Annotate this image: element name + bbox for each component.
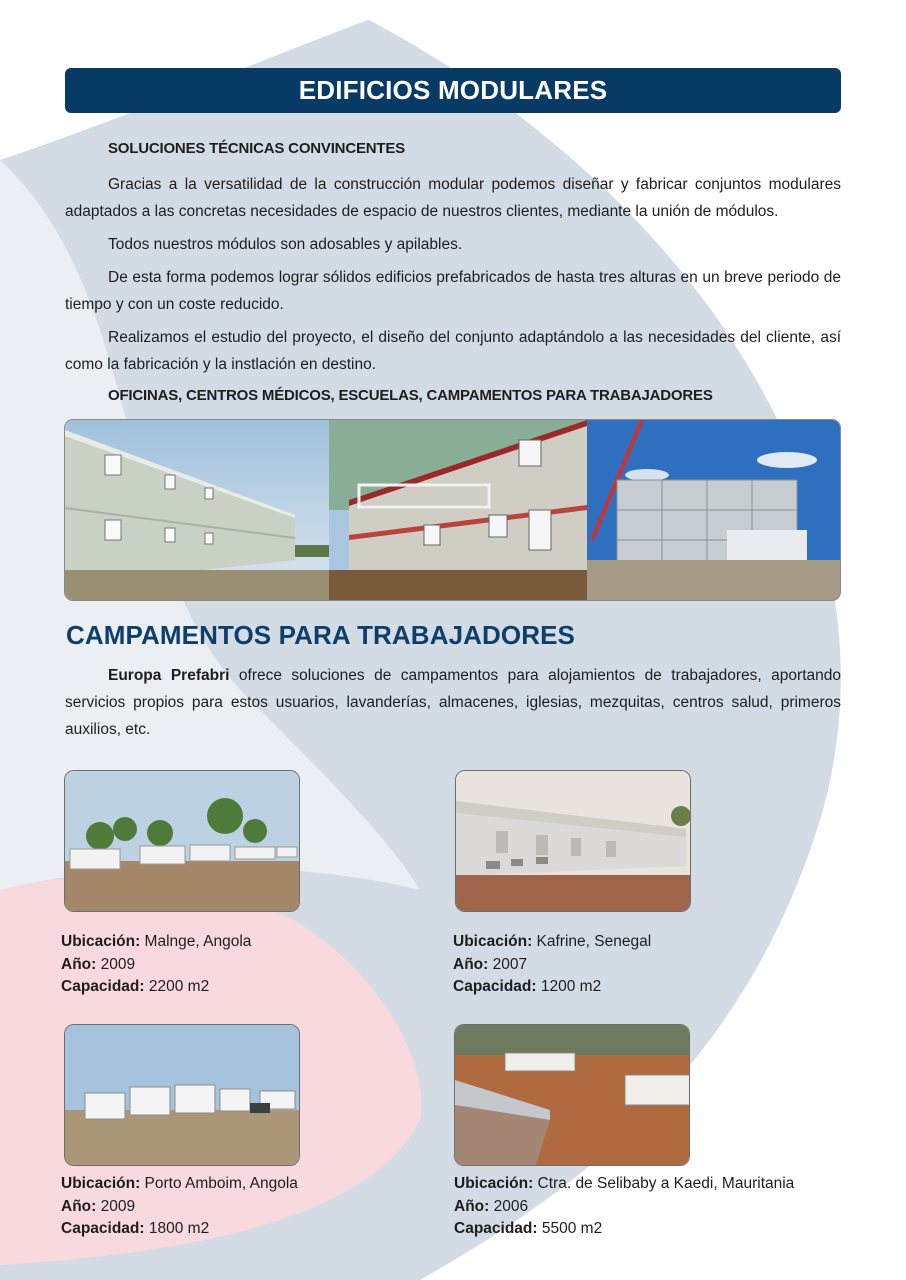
project-location: Porto Amboim, Angola [144,1175,298,1192]
capacity-label: Capacidad: [61,978,145,995]
year-label: Año: [453,955,489,973]
project-year: 2006 [493,1197,529,1215]
photo-camp-porto-amboim [64,1024,300,1166]
camps-title: CAMPAMENTOS PARA TRABAJADORES [66,620,575,650]
project-capacity: 1200 m2 [540,978,602,995]
location-label: Ubicación: [61,933,141,950]
photo-camp-malnge [64,770,300,912]
project-year: 2009 [100,1197,136,1215]
photo-stacked-modules-crane [587,420,840,601]
camps-description [65,662,841,743]
year-label: Año: [61,955,97,973]
intro-paragraph-2: Todos nuestros módulos son adosables y apilables. [108,236,463,253]
photo-two-storey-offices [329,420,586,601]
location-label: Ubicación: [453,933,533,950]
year-label: Año: [61,1197,97,1215]
photo-camp-kafrine [455,770,691,912]
location-label: Ubicación: [61,1175,141,1192]
intro-paragraph-1: Gracias a la versatilidad de la construcción modular podemos diseñar y fabricar conjuntos modulares adaptados a las concretas necesidades de espacio de nuestros clientes, mediante la unión de módulos. [65,176,841,220]
project-caption-4 [454,1173,794,1241]
capacity-label: Capacidad: [453,978,537,995]
photo-long-modular-block [65,420,329,601]
project-caption-1 [61,931,251,999]
project-capacity: 1800 m2 [148,1220,210,1237]
intro-subtitle: SOLUCIONES TÉCNICAS CONVINCENTES [108,140,405,157]
project-year: 2009 [100,955,136,973]
brand-name: Europa Prefabri [108,667,230,684]
intro-paragraph-4: Realizamos el estudio del proyecto, el diseño del conjunto adaptándolo a las necesidades del cliente, así como la fabricación y la instlación en destino. [65,329,841,373]
project-caption-3 [61,1173,298,1241]
camps-description-text: ofrece soluciones de campamentos para alojamientos de trabajadores, aportando servicios propios para estos usuarios, lavanderías, almacenes, iglesias, mezquitas, centros salud, primeros auxilios, etc. [65,667,841,738]
project-year: 2007 [492,955,528,973]
project-location: Malnge, Angola [144,933,252,950]
project-caption-2 [453,931,651,999]
intro-paragraph-3: De esta forma podemos lograr sólidos edificios prefabricados de hasta tres alturas en un breve periodo de tiempo y con un coste reducido. [65,269,841,313]
year-label: Año: [454,1197,490,1215]
project-capacity: 5500 m2 [541,1220,603,1237]
project-location: Kafrine, Senegal [536,933,652,950]
modular-buildings-photo-strip [64,419,841,601]
capacity-label: Capacidad: [454,1220,538,1237]
location-label: Ubicación: [454,1175,534,1192]
page-title: EDIFICIOS MODULARES [65,68,841,113]
photo-camp-mauritania [454,1024,690,1166]
capacity-label: Capacidad: [61,1220,145,1237]
project-location: Ctra. de Selibaby a Kaedi, Mauritania [537,1175,795,1192]
project-capacity: 2200 m2 [148,978,210,995]
uses-heading: OFICINAS, CENTROS MÉDICOS, ESCUELAS, CAMPAMENTOS PARA TRABAJADORES [108,387,713,404]
